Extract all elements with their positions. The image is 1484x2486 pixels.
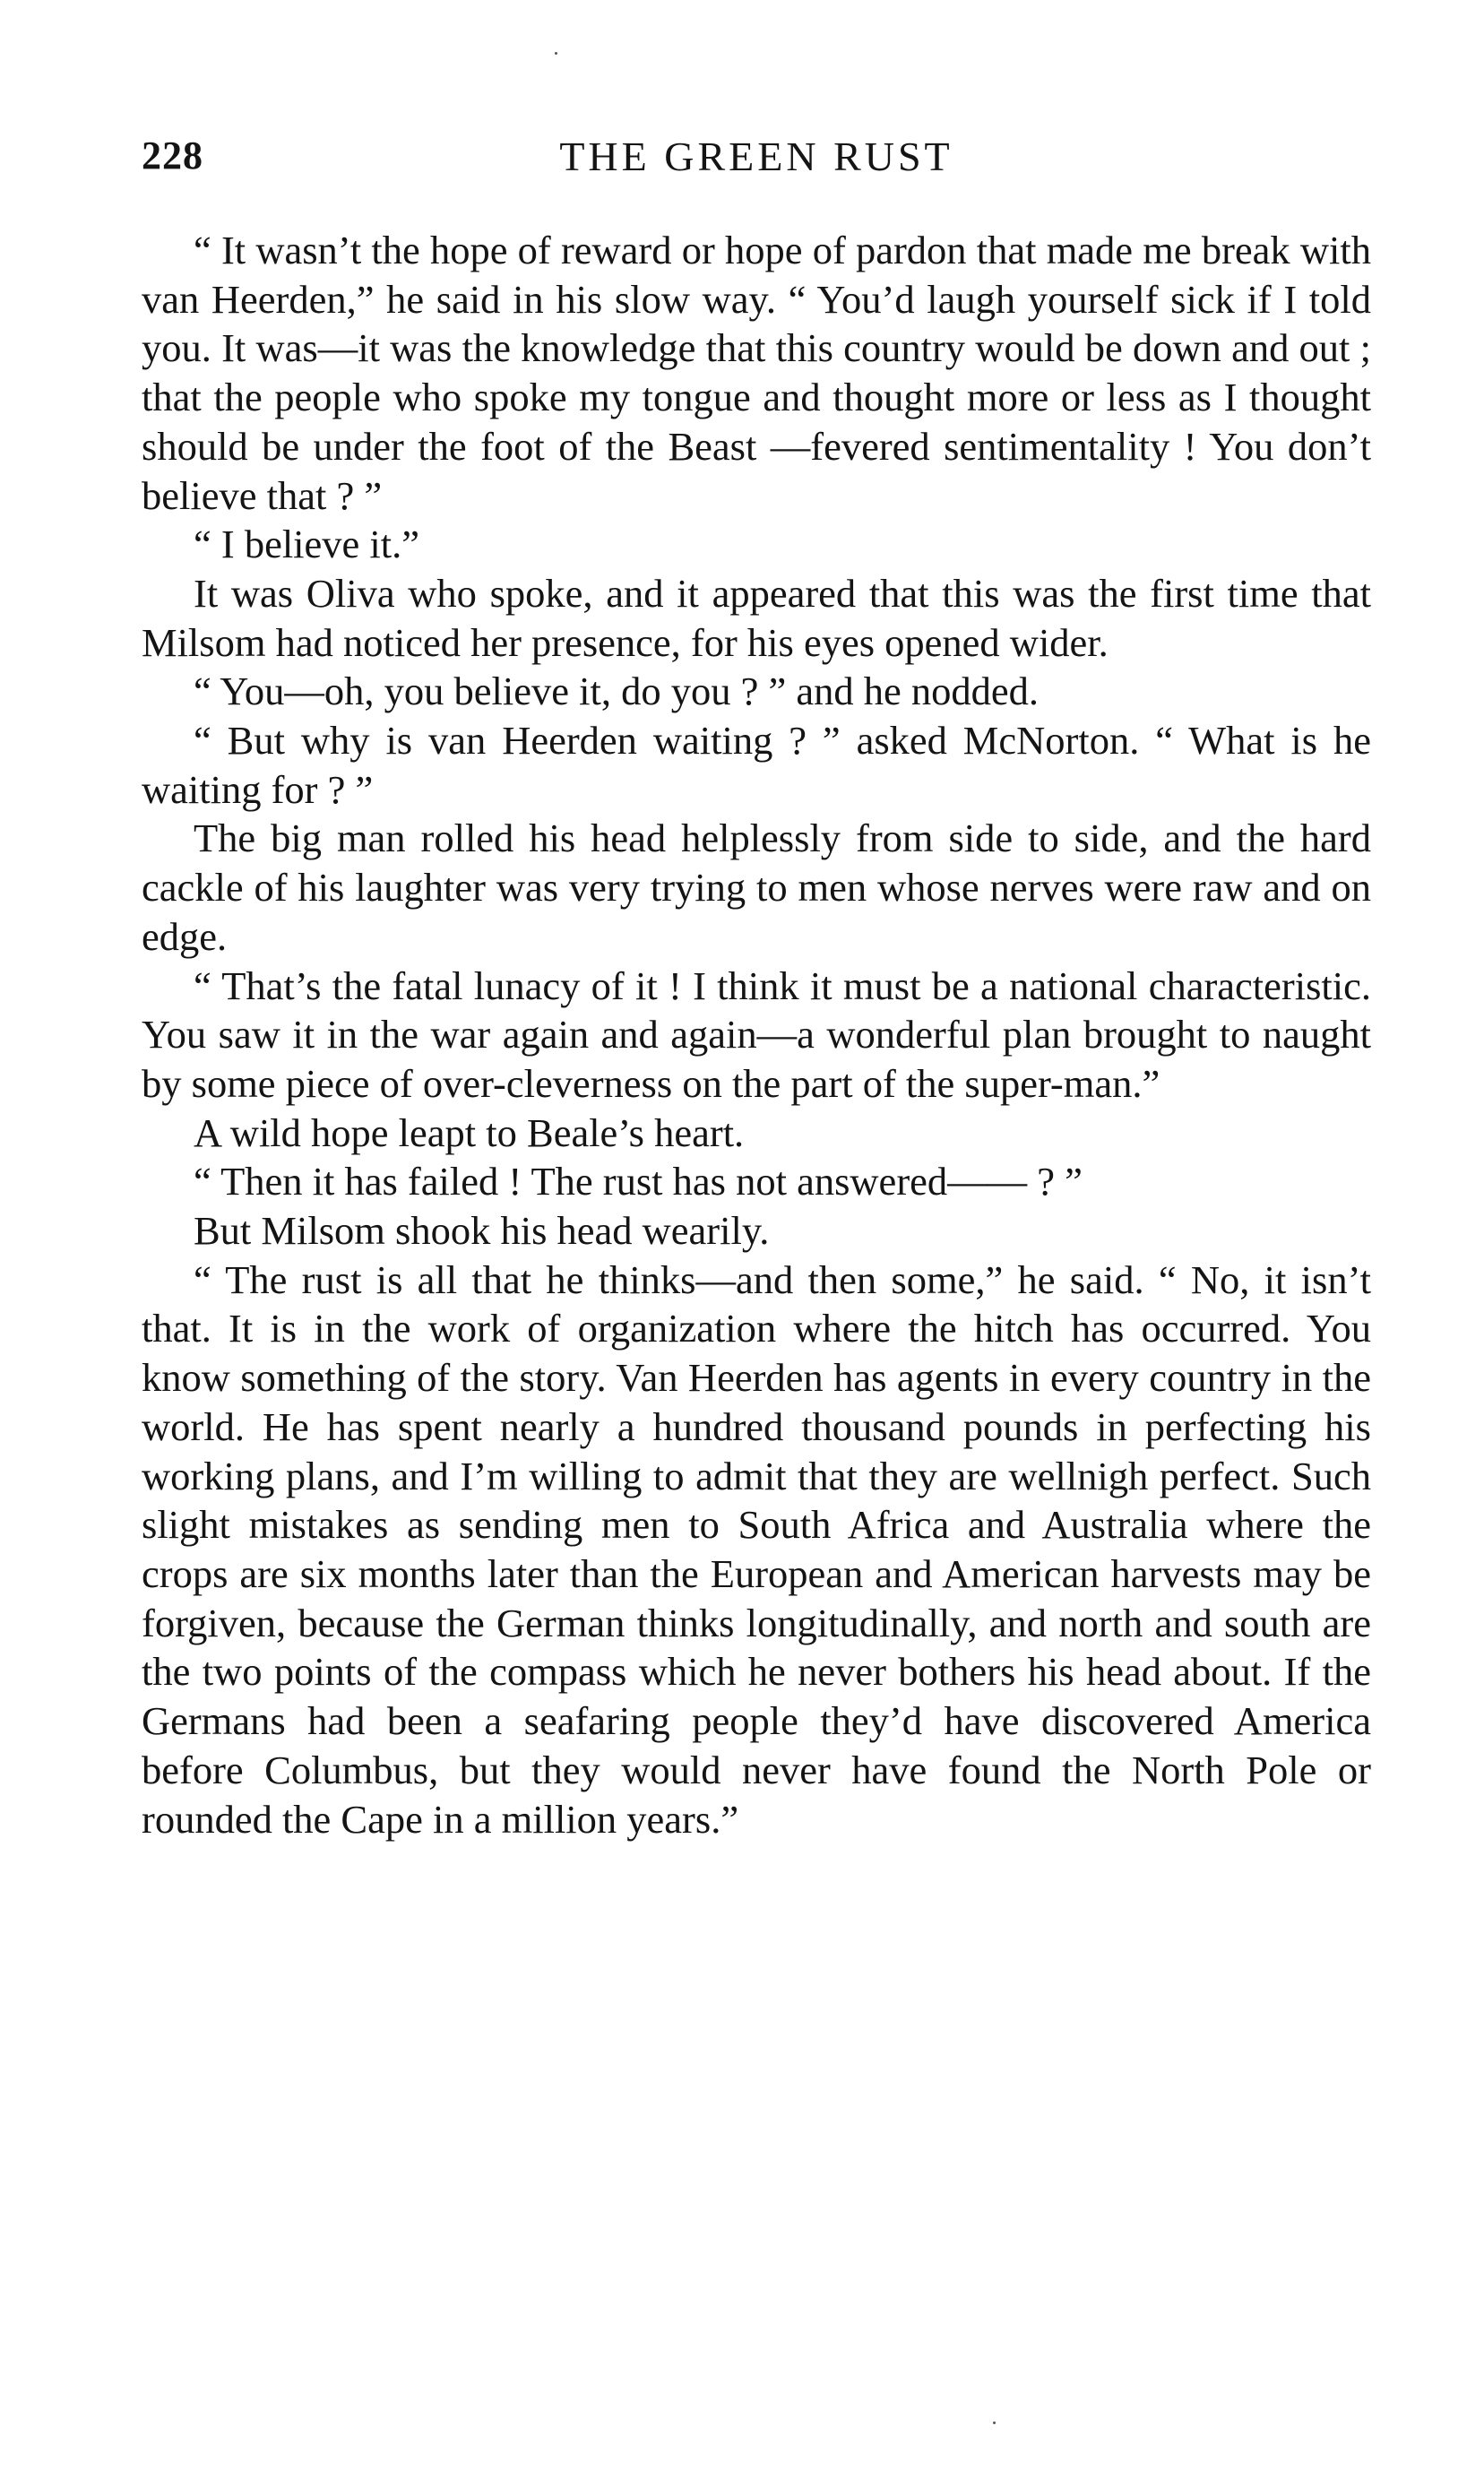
paragraph: “ But why is van Heerden waiting ? ” asked McNorton. “ What is he waiting for ? ” xyxy=(142,718,1371,812)
paragraph: It was Oliva who spoke, and it appeared that this was the first time that Milsom had noticed her presence, for his eyes opened wider. xyxy=(142,570,1371,665)
paragraph: “ That’s the fatal lunacy of it ! I think it must be a national characteristic. You saw it in the war again and again—a wonderful plan brought to naught by some piece of over-cleverness on the part of the super-man.” xyxy=(142,962,1371,1106)
paragraph: “ You—oh, you believe it, do you ? ” and he nodded. xyxy=(194,669,1039,714)
paragraph: “ The rust is all that he thinks—and then some,” he said. “ No, it isn’t that. It is in the work of organization where the hitch has occurred. You know something of the story. Van Heerden has agents in every country in the world. He has spent nearly a hundred thousand pounds in perfecting his working plans, and I’m willing to admit that they are wellnigh perfect. Such slight mistakes as sending men to South Africa and Australia where the crops are six months later than the European and American harvests may be forgiven, because the German thinks longitudinally, and north and south are the two points of the compass which he never bothers his head about. If the Germans had been a seafaring people they’d have discovered America before Columbus, but they would never have found the North Pole or rounded the Cape in a million years.” xyxy=(142,1256,1371,1842)
running-title: THE GREEN RUST xyxy=(559,134,953,179)
paragraph: The big man rolled his head helplessly from side to side, and the hard cackle of his laughter was very trying to men whose nerves were raw and on edge. xyxy=(142,816,1371,959)
paragraph: “ It wasn’t the hope of reward or hope of pardon that made me break with van Heerden,” he said in his slow way. “ You’d laugh yourself sick if I told you. It was—it was the knowledge that this country would be down and out ; that the people who spoke my tongue and thought more or less as I thought should be under the foot of the Beast —fevered sentimentality ! You don’t believe that ? ” xyxy=(142,228,1371,518)
page-number: 228 xyxy=(142,134,203,177)
paragraph: “ Then it has failed ! The rust has not answered—— ? ” xyxy=(194,1159,1083,1204)
ink-speck-top xyxy=(555,52,557,55)
paragraph: But Milsom shook his head wearily. xyxy=(194,1208,770,1254)
paragraph: A wild hope leapt to Beale’s heart. xyxy=(194,1109,745,1155)
paragraph: “ I believe it.” xyxy=(194,522,420,567)
page-header xyxy=(142,133,1371,195)
body-text xyxy=(142,226,1371,1843)
ink-speck-bottom xyxy=(993,2421,996,2424)
